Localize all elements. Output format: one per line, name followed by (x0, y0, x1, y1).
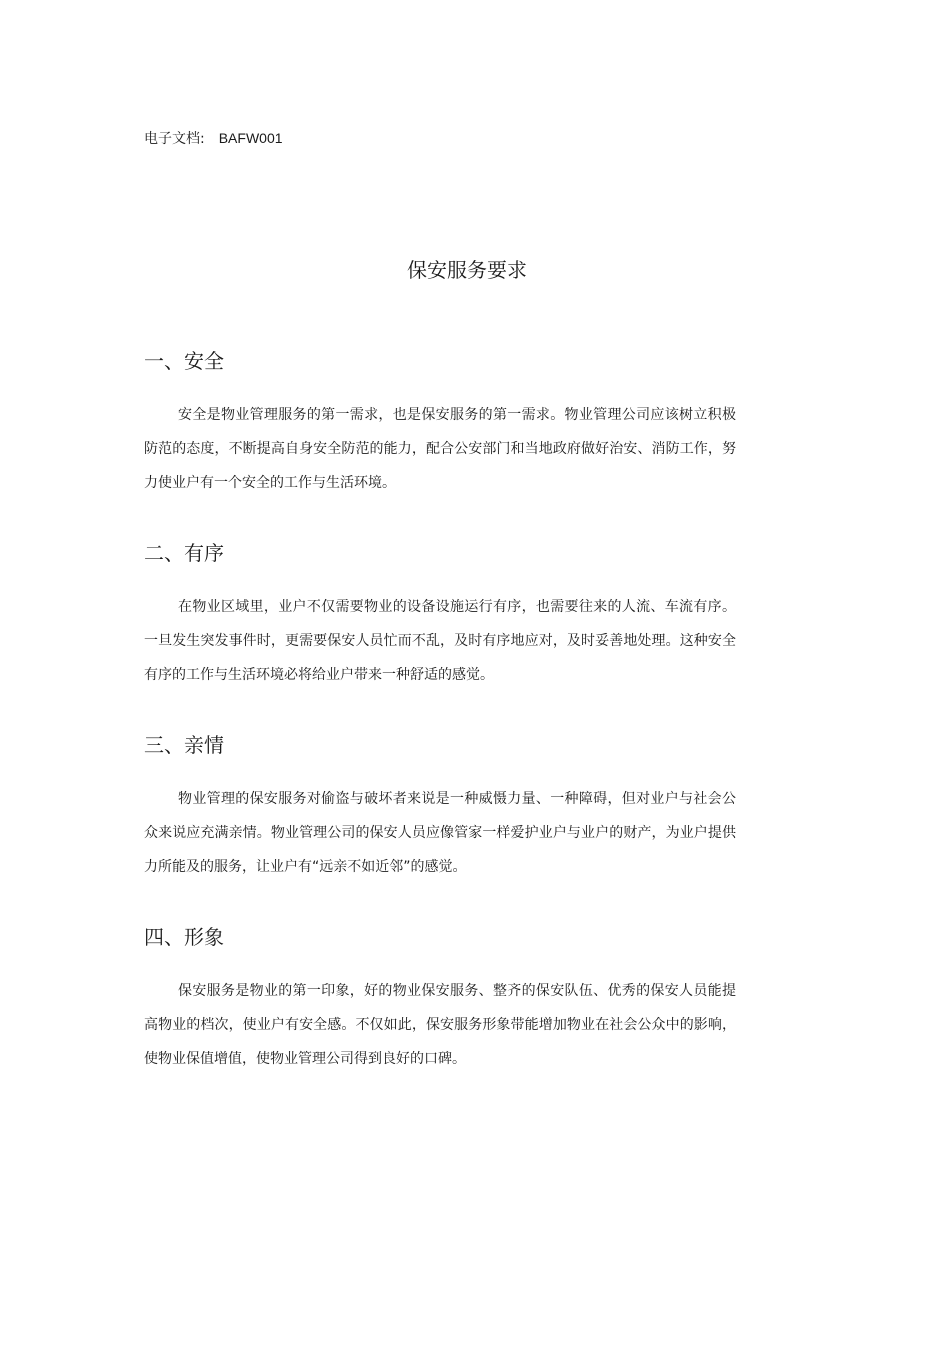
section-body: 在物业区域里，业户不仅需要物业的设备设施运行有序，也需要往来的人流、车流有序。一旦发生突发事件时，更需要保安人员忙而不乱，及时有序地应对，及时妥善地处理。这种安全有序的工作与生活环境必将给业户带来一种舒适的感觉。 (144, 599, 736, 683)
page-title: 保安服务要求 (407, 258, 527, 282)
section-image (144, 923, 736, 1076)
section-heading: 一、安全 (144, 349, 224, 373)
section-safety (144, 347, 736, 500)
section-body: 保安服务是物业的第一印象，好的物业保安服务、整齐的保安队伍、优秀的保安人员能提高物业的档次，使业户有安全感。不仅如此，保安服务形象带能增加物业在社会公众中的影响，使物业保值增值，使物业管理公司得到良好的口碑。 (144, 983, 736, 1067)
document-id-code: BAFW001 (218, 130, 283, 146)
section-body: 安全是物业管理服务的第一需求，也是保安服务的第一需求。物业管理公司应该树立积极防范的态度，不断提高自身安全防范的能力，配合公安部门和当地政府做好治安、消防工作，努力使业户有一个安全的工作与生活环境。 (144, 407, 736, 491)
section-heading: 四、形象 (144, 925, 224, 949)
section-body: 物业管理的保安服务对偷盗与破坏者来说是一种威慑力量、一种障碍，但对业户与社会公众来说应充满亲情。物业管理公司的保安人员应像管家一样爱护业户与业户的财产，为业户提供力所能及的服务，让业户有“远亲不如近邻”的感觉。 (144, 791, 736, 875)
document-id-label: 电子文档: (144, 131, 205, 147)
document-id-line (144, 128, 283, 149)
section-heading: 二、有序 (144, 541, 224, 565)
section-heading: 三、亲情 (144, 733, 224, 757)
section-order (144, 539, 736, 692)
section-kinship (144, 731, 736, 884)
